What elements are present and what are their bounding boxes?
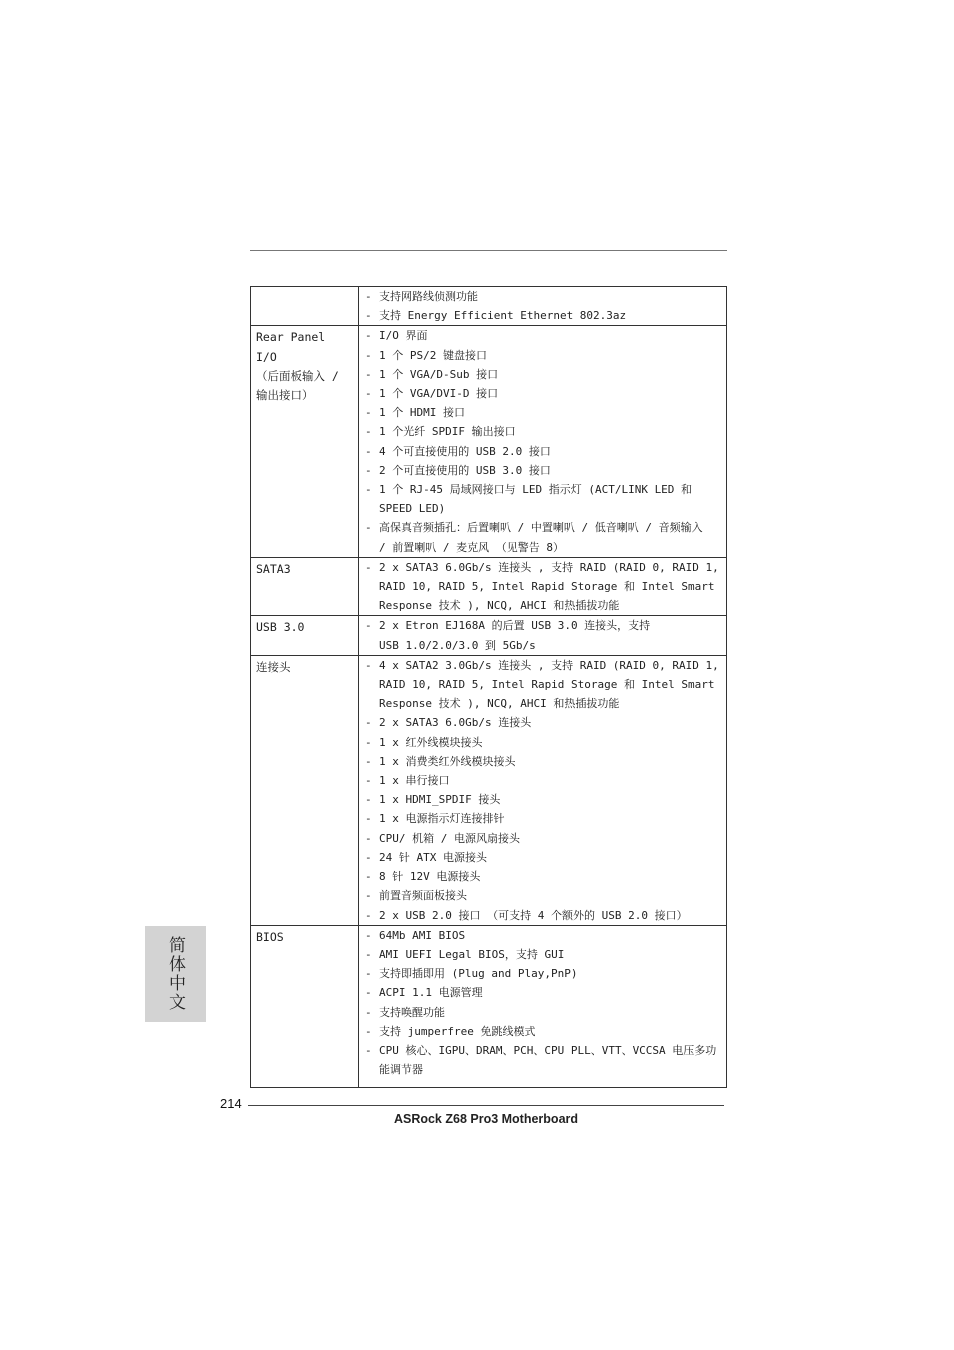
spec-item-line: 1 个 VGA/D-Sub 接口 — [379, 367, 499, 381]
bullet-dash: - — [365, 329, 372, 343]
spec-item-line: 1 个 HDMI 接口 — [379, 406, 465, 420]
spec-item-line: 支持唤醒功能 — [379, 1005, 445, 1019]
spec-item — [365, 733, 726, 752]
bullet-dash: - — [365, 812, 372, 826]
spec-item — [365, 422, 726, 441]
spec-label-cell — [251, 287, 359, 326]
bullet-dash: - — [365, 947, 372, 961]
spec-item-line: / 前置喇叭 / 麦克风 （见警告 8） — [379, 540, 564, 554]
spec-item-line: 1 个 PS/2 键盘接口 — [379, 348, 487, 362]
spec-item-line: 8 针 12V 电源接头 — [379, 870, 481, 884]
spec-item-line: 前置音频面板接头 — [379, 889, 467, 903]
spec-item-line: ACPI 1.1 电源管理 — [379, 986, 483, 1000]
bullet-dash: - — [365, 387, 372, 401]
spec-item-line: 1 个 RJ-45 局域网接口与 LED 指示灯 (ACT/LINK LED 和 — [379, 483, 693, 497]
spec-item — [365, 1022, 726, 1041]
spec-item — [365, 867, 726, 886]
spec-item-line: 2 x USB 2.0 接口 （可支持 4 个额外的 USB 2.0 接口） — [379, 908, 688, 922]
spec-item-line: 4 个可直接使用的 USB 2.0 接口 — [379, 444, 551, 458]
bullet-dash: - — [365, 850, 372, 864]
spec-item-line: 2 个可直接使用的 USB 3.0 接口 — [379, 463, 551, 477]
spec-row — [251, 925, 727, 1087]
header-rule — [250, 250, 727, 251]
spec-item — [365, 983, 726, 1002]
spec-item-line: Response 技术 ), NCQ, AHCI 和热插拔功能 — [379, 697, 620, 711]
spec-item-line: CPU/ 机箱 / 电源风扇接头 — [379, 831, 520, 845]
bullet-dash: - — [365, 406, 372, 420]
bullet-dash: - — [365, 1005, 372, 1019]
spec-item-line: 2 x Etron EJ168A 的后置 USB 3.0 连接头，支持 — [379, 619, 651, 633]
spec-item — [365, 829, 726, 848]
bullet-dash: - — [365, 483, 372, 497]
bullet-dash: - — [365, 716, 372, 730]
spec-item — [365, 752, 726, 771]
spec-item-line: 1 个光纤 SPDIF 输出接口 — [379, 425, 516, 439]
bullet-dash: - — [365, 928, 372, 942]
spec-item — [365, 964, 726, 983]
spec-item — [365, 656, 726, 714]
bullet-dash: - — [365, 521, 372, 535]
spec-label-line: （后面板输入 / — [256, 368, 339, 383]
bullet-dash: - — [365, 986, 372, 1000]
spec-item-line: 4 x SATA2 3.0Gb/s 连接头 , 支持 RAID (RAID 0, RAID 1, — [379, 658, 719, 672]
spec-item — [365, 461, 726, 480]
bullet-dash: - — [365, 463, 372, 477]
footer-title: ASRock Z68 Pro3 Motherboard — [393, 1112, 579, 1126]
spec-item — [365, 287, 726, 306]
spec-label-cell — [251, 616, 359, 655]
spec-label-line: SATA3 — [256, 561, 291, 576]
language-tab[interactable] — [145, 926, 206, 1022]
spec-item — [365, 306, 726, 325]
spec-items-cell — [359, 557, 727, 616]
spec-item — [365, 442, 726, 461]
bullet-dash: - — [365, 658, 372, 672]
spec-item-line: 1 x 红外线模块接头 — [379, 735, 483, 749]
spec-item — [365, 886, 726, 905]
bullet-dash: - — [365, 348, 372, 362]
spec-row — [251, 557, 727, 616]
bullet-dash: - — [365, 367, 372, 381]
spec-item-line: 2 x SATA3 6.0Gb/s 连接头 , 支持 RAID (RAID 0, RAID 1, — [379, 560, 719, 574]
bullet-dash: - — [365, 1024, 372, 1038]
bullet-dash: - — [365, 870, 372, 884]
spec-table — [250, 286, 727, 1088]
bullet-dash: - — [365, 967, 372, 981]
spec-item — [365, 1041, 726, 1079]
bullet-dash: - — [365, 754, 372, 768]
spec-item — [365, 790, 726, 809]
bullet-dash: - — [365, 908, 372, 922]
spec-item-line: RAID 10, RAID 5, Intel Rapid Storage 和 Intel Smart — [379, 678, 715, 692]
spec-item — [365, 365, 726, 384]
spec-item — [365, 906, 726, 925]
spec-item-line: 64Mb AMI BIOS — [379, 928, 466, 942]
spec-item-line: 支持网路线侦测功能 — [379, 290, 478, 303]
bullet-dash: - — [365, 889, 372, 903]
spec-row — [251, 616, 727, 655]
spec-item — [365, 403, 726, 422]
bullet-dash: - — [365, 735, 372, 749]
spec-row — [251, 287, 727, 326]
bullet-dash: - — [365, 290, 372, 303]
bullet-dash: - — [365, 793, 372, 807]
spec-item-line: SPEED LED) — [379, 502, 446, 516]
spec-item-line: I/O 界面 — [379, 329, 428, 343]
spec-label-line: 连接头 — [256, 659, 291, 674]
spec-item — [365, 616, 726, 654]
page-number: 214 — [220, 1096, 242, 1111]
spec-item-line: 高保真音频插孔：后置喇叭 / 中置喇叭 / 低音喇叭 / 音频输入 — [379, 521, 703, 535]
footer-rule — [248, 1105, 724, 1106]
spec-item — [365, 384, 726, 403]
spec-item-line: 支持 Energy Efficient Ethernet 802.3az — [379, 309, 627, 323]
bullet-dash: - — [365, 1043, 372, 1057]
spec-item-line: 1 个 VGA/DVI-D 接口 — [379, 387, 499, 401]
spec-item-line: 24 针 ATX 电源接头 — [379, 850, 487, 864]
spec-item-line: CPU 核心、IGPU、DRAM、PCH、CPU PLL、VTT、VCCSA 电压多功 — [379, 1043, 717, 1057]
spec-item-line: USB 1.0/2.0/3.0 到 5Gb/s — [379, 638, 536, 652]
spec-item — [365, 945, 726, 964]
spec-label-cell — [251, 655, 359, 925]
spec-item-line: 1 x HDMI_SPDIF 接头 — [379, 793, 501, 807]
spec-label-line: 输出接口） — [256, 388, 314, 403]
spec-table-body — [251, 287, 727, 1088]
spec-item — [365, 771, 726, 790]
spec-items-cell — [359, 287, 727, 326]
bullet-dash: - — [365, 425, 372, 439]
spec-item-line: 1 x 串行接口 — [379, 774, 450, 788]
spec-label-line: BIOS — [256, 929, 284, 944]
spec-item — [365, 346, 726, 365]
spec-item-line: 1 x 消费类红外线模块接头 — [379, 754, 516, 768]
bullet-dash: - — [365, 774, 372, 788]
spec-item-line: 支持 jumperfree 免跳线模式 — [379, 1024, 536, 1038]
spec-item — [365, 713, 726, 732]
spec-item-line: AMI UEFI Legal BIOS，支持 GUI — [379, 947, 565, 961]
bullet-dash: - — [365, 560, 372, 574]
spec-items-cell — [359, 655, 727, 925]
spec-item-line: 1 x 电源指示灯连接排针 — [379, 812, 505, 826]
spec-items-cell — [359, 925, 727, 1087]
bullet-dash: - — [365, 831, 372, 845]
spec-item-line: RAID 10, RAID 5, Intel Rapid Storage 和 Intel Smart — [379, 580, 715, 594]
spec-item — [365, 558, 726, 616]
bullet-dash: - — [365, 619, 372, 633]
language-tab-label: 简体中文 — [165, 936, 185, 1012]
spec-label-line: I/O — [256, 349, 277, 364]
spec-item — [365, 480, 726, 518]
spec-row — [251, 326, 727, 557]
spec-label-line: USB 3.0 — [256, 620, 305, 635]
spec-item — [365, 518, 726, 556]
spec-item — [365, 809, 726, 828]
spec-label-cell — [251, 326, 359, 557]
bullet-dash: - — [365, 309, 372, 323]
bullet-dash: - — [365, 444, 372, 458]
spec-item-line: 2 x SATA3 6.0Gb/s 连接头 — [379, 716, 532, 730]
spec-item-line: 支持即插即用 (Plug and Play,PnP) — [379, 967, 578, 981]
spec-label-cell — [251, 557, 359, 616]
spec-label-line: Rear Panel — [256, 330, 326, 345]
spec-item — [365, 326, 726, 345]
spec-item — [365, 1003, 726, 1022]
spec-items-cell — [359, 616, 727, 655]
spec-items-cell — [359, 326, 727, 557]
spec-row — [251, 655, 727, 925]
spec-item — [365, 926, 726, 945]
spec-item — [365, 848, 726, 867]
spec-item-line: 能调节器 — [379, 1063, 423, 1077]
spec-label-cell — [251, 925, 359, 1087]
spec-item-line: Response 技术 ), NCQ, AHCI 和热插拔功能 — [379, 599, 620, 613]
